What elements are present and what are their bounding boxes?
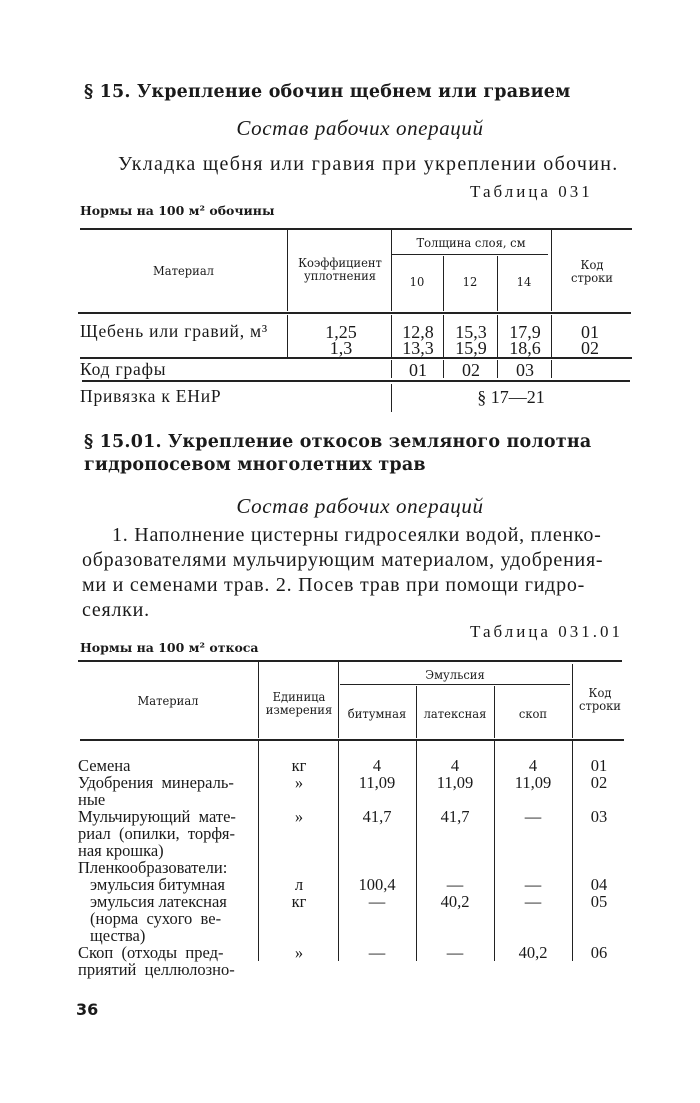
row-material: Скоп (отходы пред- — [78, 943, 224, 962]
row-value: 11,09 — [358, 773, 396, 792]
row-code: 03 — [590, 807, 608, 826]
header-thickness-14: 14 — [516, 274, 532, 289]
table-divider — [572, 664, 573, 738]
page-number: 36 — [76, 1000, 99, 1019]
header-row-code — [560, 258, 624, 284]
row-material: риал (опилки, торфя- — [78, 824, 235, 843]
row-material: ная крошка) — [78, 841, 164, 860]
header-coefficient: Коэффициент уплотнения — [298, 255, 382, 283]
header-thickness-group: Толщина слоя, см — [416, 235, 526, 250]
header-material: Материал — [152, 263, 214, 278]
row-value: 40,2 — [518, 943, 548, 962]
text-line: сеялки. — [82, 599, 150, 621]
section-15-01-operations-heading: Состав рабочих операций — [236, 494, 484, 518]
row-code: 02 — [581, 338, 599, 358]
row-material: эмульсия латексная — [90, 892, 227, 911]
header-emulsion-bitumen: битумная — [347, 706, 407, 721]
table-031-label: Таблица 031 — [470, 182, 593, 201]
header-emulsion-latex: латексная — [423, 706, 487, 721]
table-rule — [78, 312, 631, 314]
row-material: ные — [78, 790, 106, 809]
table-rule — [80, 228, 632, 230]
row-value-10: 12,8 — [402, 322, 434, 342]
section-15-01-title-line2: гидропосевом многолетних трав — [84, 455, 426, 475]
table-031-01-norms-caption: Нормы на 100 м² откоса — [80, 640, 259, 655]
table-divider — [497, 256, 498, 311]
row-value-14: 18,6 — [509, 338, 541, 358]
row-value-12: 15,3 — [455, 322, 487, 342]
section-15-operations-heading: Состав рабочих операций — [236, 116, 484, 140]
row-value: — — [446, 875, 464, 894]
row-code: 04 — [590, 875, 608, 894]
header-emulsion-group: Эмульсия — [425, 667, 485, 682]
row-unit: » — [294, 773, 304, 792]
header-row-code: Код строки — [579, 685, 621, 713]
section-15-01-operations-text — [82, 523, 642, 623]
row-unit: л — [294, 875, 304, 894]
table-divider — [287, 315, 288, 357]
enir-value: § 17—21 — [477, 387, 545, 407]
row-unit: » — [294, 807, 304, 826]
header-material: Материал — [137, 693, 199, 708]
row-code: 01 — [581, 322, 599, 342]
text-line: 1. Наполнение цистерны гидросеялки водой, пленко- — [112, 524, 602, 546]
table-rule — [80, 739, 624, 741]
row-code: 02 — [590, 773, 608, 792]
table-divider — [443, 256, 444, 311]
column-code: 02 — [462, 360, 480, 380]
row-material: щества) — [90, 926, 146, 945]
row-value-12: 15,9 — [455, 338, 487, 358]
row-value: — — [524, 807, 542, 826]
text-line: ми и семенами трав. 2. Посев трав при помощи гидро- — [82, 574, 586, 596]
row-value: 40,2 — [440, 892, 470, 911]
row-value: — — [446, 943, 464, 962]
row-material: Щебень или гравий, м³ — [80, 321, 268, 341]
column-code: 01 — [409, 360, 427, 380]
row-material: Мульчирующий мате- — [78, 807, 236, 826]
section-15-title: § 15. Укрепление обочин щебнем или гравием — [84, 82, 571, 102]
row-material: (норма сухого ве- — [90, 909, 222, 928]
row-unit: кг — [291, 892, 307, 911]
table-rule — [78, 660, 622, 662]
row-value: — — [368, 943, 386, 962]
row-material: Пленкообразователи: — [78, 858, 228, 877]
row-value: 100,4 — [358, 875, 396, 894]
row-value-10: 13,3 — [402, 338, 434, 358]
header-thickness-12: 12 — [462, 274, 478, 289]
header-emulsion-skop: скоп — [518, 706, 548, 721]
header-row-code-text: Код строки — [571, 257, 613, 285]
row-material: эмульсия битумная — [90, 875, 225, 894]
row-value: 4 — [528, 756, 538, 775]
table-divider — [551, 229, 552, 311]
row-unit: » — [294, 943, 304, 962]
row-value: — — [524, 892, 542, 911]
row-value: 4 — [450, 756, 460, 775]
row-material: Удобрения минераль- — [78, 773, 234, 792]
row-value: 11,09 — [436, 773, 474, 792]
table-divider — [258, 741, 259, 961]
table-031-01-label: Таблица 031.01 — [470, 622, 623, 641]
row-value: — — [368, 892, 386, 911]
text-line: образователями мульчирующим материалом, удобрения- — [82, 549, 604, 571]
row-value: 41,7 — [440, 807, 470, 826]
row-material: приятий целлюлозно- — [78, 960, 235, 979]
enir-label: Привязка к ЕНиР — [80, 386, 222, 406]
table-divider — [416, 686, 417, 738]
table-divider — [338, 662, 339, 738]
table-rule — [82, 380, 630, 382]
section-15-operations-text: Укладка щебня или гравия при укреплении обочин. — [118, 153, 619, 175]
row-value: — — [524, 875, 542, 894]
row-code: 05 — [590, 892, 608, 911]
header-thickness-10: 10 — [409, 274, 425, 289]
table-rule — [340, 684, 570, 685]
table-divider — [494, 686, 495, 738]
row-code: 06 — [590, 943, 608, 962]
row-coefficient: 1,25 — [325, 322, 357, 342]
table-031-norms-caption: Нормы на 100 м² обочины — [80, 203, 275, 218]
table-divider — [258, 662, 259, 738]
table-divider — [391, 229, 392, 311]
column-code-label: Код графы — [80, 359, 167, 379]
column-code: 03 — [516, 360, 534, 380]
row-value-14: 17,9 — [509, 322, 541, 342]
row-unit: кг — [291, 756, 307, 775]
row-material: Семена — [78, 756, 131, 775]
row-value: 11,09 — [514, 773, 552, 792]
section-15-01-title-line1: § 15.01. Укрепление откосов земляного полотна — [84, 432, 592, 452]
header-unit: Единица измерения — [265, 689, 333, 717]
table-divider — [287, 229, 288, 311]
row-value: 4 — [372, 756, 382, 775]
table-rule — [392, 254, 548, 255]
row-code: 01 — [590, 756, 608, 775]
row-value: 41,7 — [362, 807, 392, 826]
row-coefficient: 1,3 — [329, 338, 353, 358]
table-divider — [572, 741, 573, 961]
